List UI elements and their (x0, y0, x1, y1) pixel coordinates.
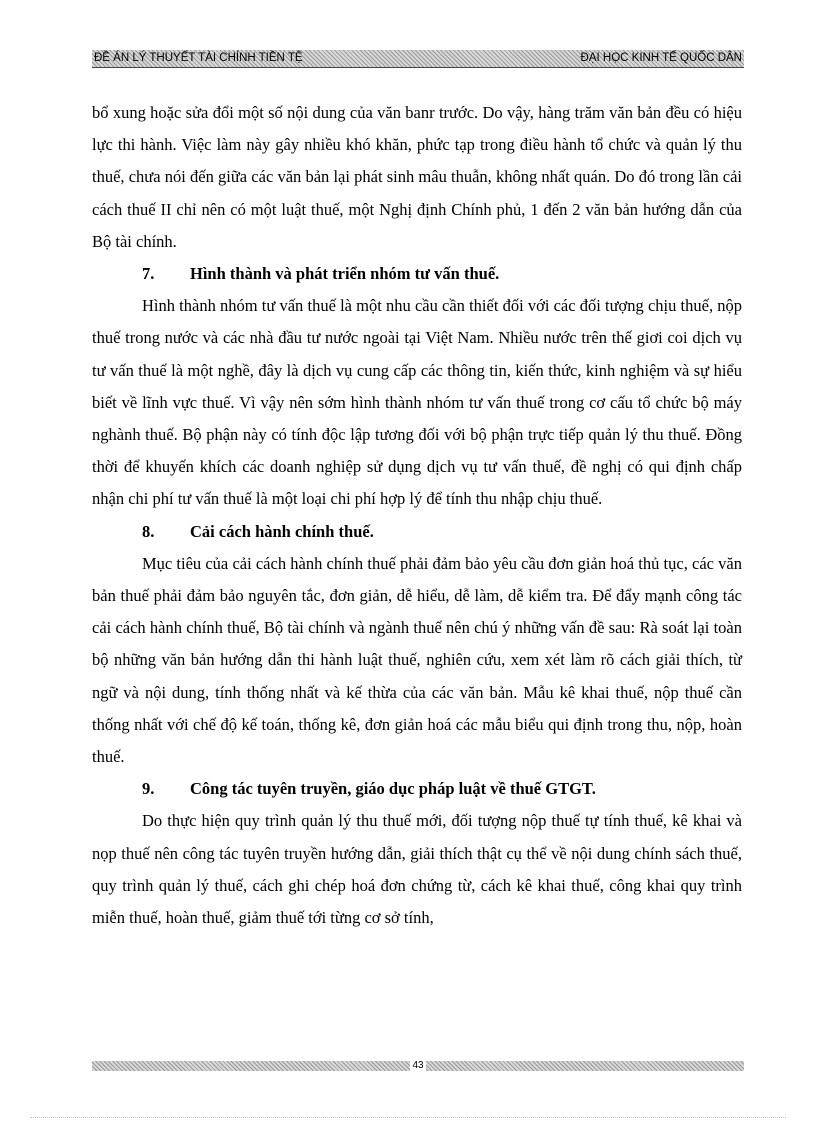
page-number-text: 43 (412, 1060, 424, 1071)
section-number: 8. (142, 521, 155, 541)
header-right-title: ĐẠI HỌC KINH TẾ QUỐC DÂN (580, 52, 742, 64)
section-number: 7. (142, 264, 155, 284)
page-number (92, 1060, 744, 1072)
section-title: Cải cách hành chính thuế. (190, 521, 374, 541)
paragraph-continuation: bổ xung hoặc sửa đổi một số nội dung của văn banr trước. Do vậy, hàng trăm văn bản đều có hiệu lực thi hành. Việc làm này gây nhiều khó khăn, phức tạp trong điều hành tổ chức và quản lý thu thuế, chưa nói đến giữa các văn bản lại phát sinh mâu thuẫn, không nhất quán. Do đó trong lần cải cách thuế II chỉ nên có một luật thuế, một Nghị định Chính phủ, 1 đến 2 văn bản hướng dẫn của Bộ tài chính. (92, 103, 742, 251)
section-heading-7 (92, 258, 742, 290)
page-footer (92, 1061, 744, 1071)
paragraph-section-7: Hình thành nhóm tư vấn thuế là một nhu cầu cần thiết đối với các đối tượng chịu thuế, nộp thuế trong nước và các nhà đầu tư nước ngoài tại Việt Nam. Nhiều nước trên thế giơi coi dịch vụ tư vấn thuế là một nghề, đây là dịch vụ cung cấp các thông tin, kiến thức, kinh nghiệm và sự hiểu biết về lĩnh vực thuế. Vì vậy nên sớm hình thành nhóm tư vấn thuế trong cơ cấu tổ chức bộ máy nghành thuế. Bộ phận này có tính độc lập tương đối với bộ phận trực tiếp quản lý thu thuế. Đồng thời để khuyến khích các doanh nghiệp sử dụng dịch vụ tư vấn thuế, đề nghị có qui định chấp nhận chi phí tư vấn thuế là một loại chi phí hợp lý để tính thu nhập chịu thuế. (92, 296, 742, 509)
section-number: 9. (142, 779, 155, 799)
page-header (92, 50, 744, 68)
paragraph-section-8: Mục tiêu của cải cách hành chính thuế phải đảm bảo yêu cầu đơn giản hoá thủ tục, các văn bản thuế phải đảm bảo nguyên tắc, đơn giản, dễ hiểu, dễ làm, dễ kiểm tra. Để đẩy mạnh công tác cải cách hành chính thuế, Bộ tài chính và ngành thuế nên chú ý những vấn đề sau: Rà soát lại toàn bộ những văn bản hướng dẫn thi hành luật thuế, nghiên cứu, xem xét làm rõ cách giải thích, từ ngữ và nội dung, tính thống nhất và kế thừa của các văn bản. Mẫu kê khai thuế, nộp thuế cần thống nhất với chế độ kế toán, thống kê, đơn giản hoá các mẫu biểu qui định trong thu, nộp, hoàn thuế. (92, 553, 742, 767)
section-heading-9 (92, 773, 742, 805)
section-heading-8 (92, 516, 742, 548)
section-title: Hình thành và phát triển nhóm tư vấn thuế. (190, 264, 500, 284)
paragraph-section-9: Do thực hiện quy trình quản lý thu thuế mới, đối tượng nộp thuế tự tính thuế, kê khai và nọp thuế nên công tác tuyên truyền hướng dẫn, giải thích thật cụ thể về nội dung chính sách thuế, quy trình quản lý thuế, cách ghi chép hoá đơn chứng từ, cách kê khai thuế, công khai quy trình miễn thuế, hoàn thuế, giảm thuế tới từng cơ sở tính, (92, 811, 742, 928)
page-bottom-divider (30, 1117, 786, 1118)
section-title: Công tác tuyên truyền, giáo dục pháp luật về thuế GTGT. (190, 779, 596, 799)
header-left-title: ĐỀ ÁN LÝ THUYẾT TÀI CHÍNH TIỀN TỆ (94, 52, 303, 64)
document-body (92, 97, 742, 934)
